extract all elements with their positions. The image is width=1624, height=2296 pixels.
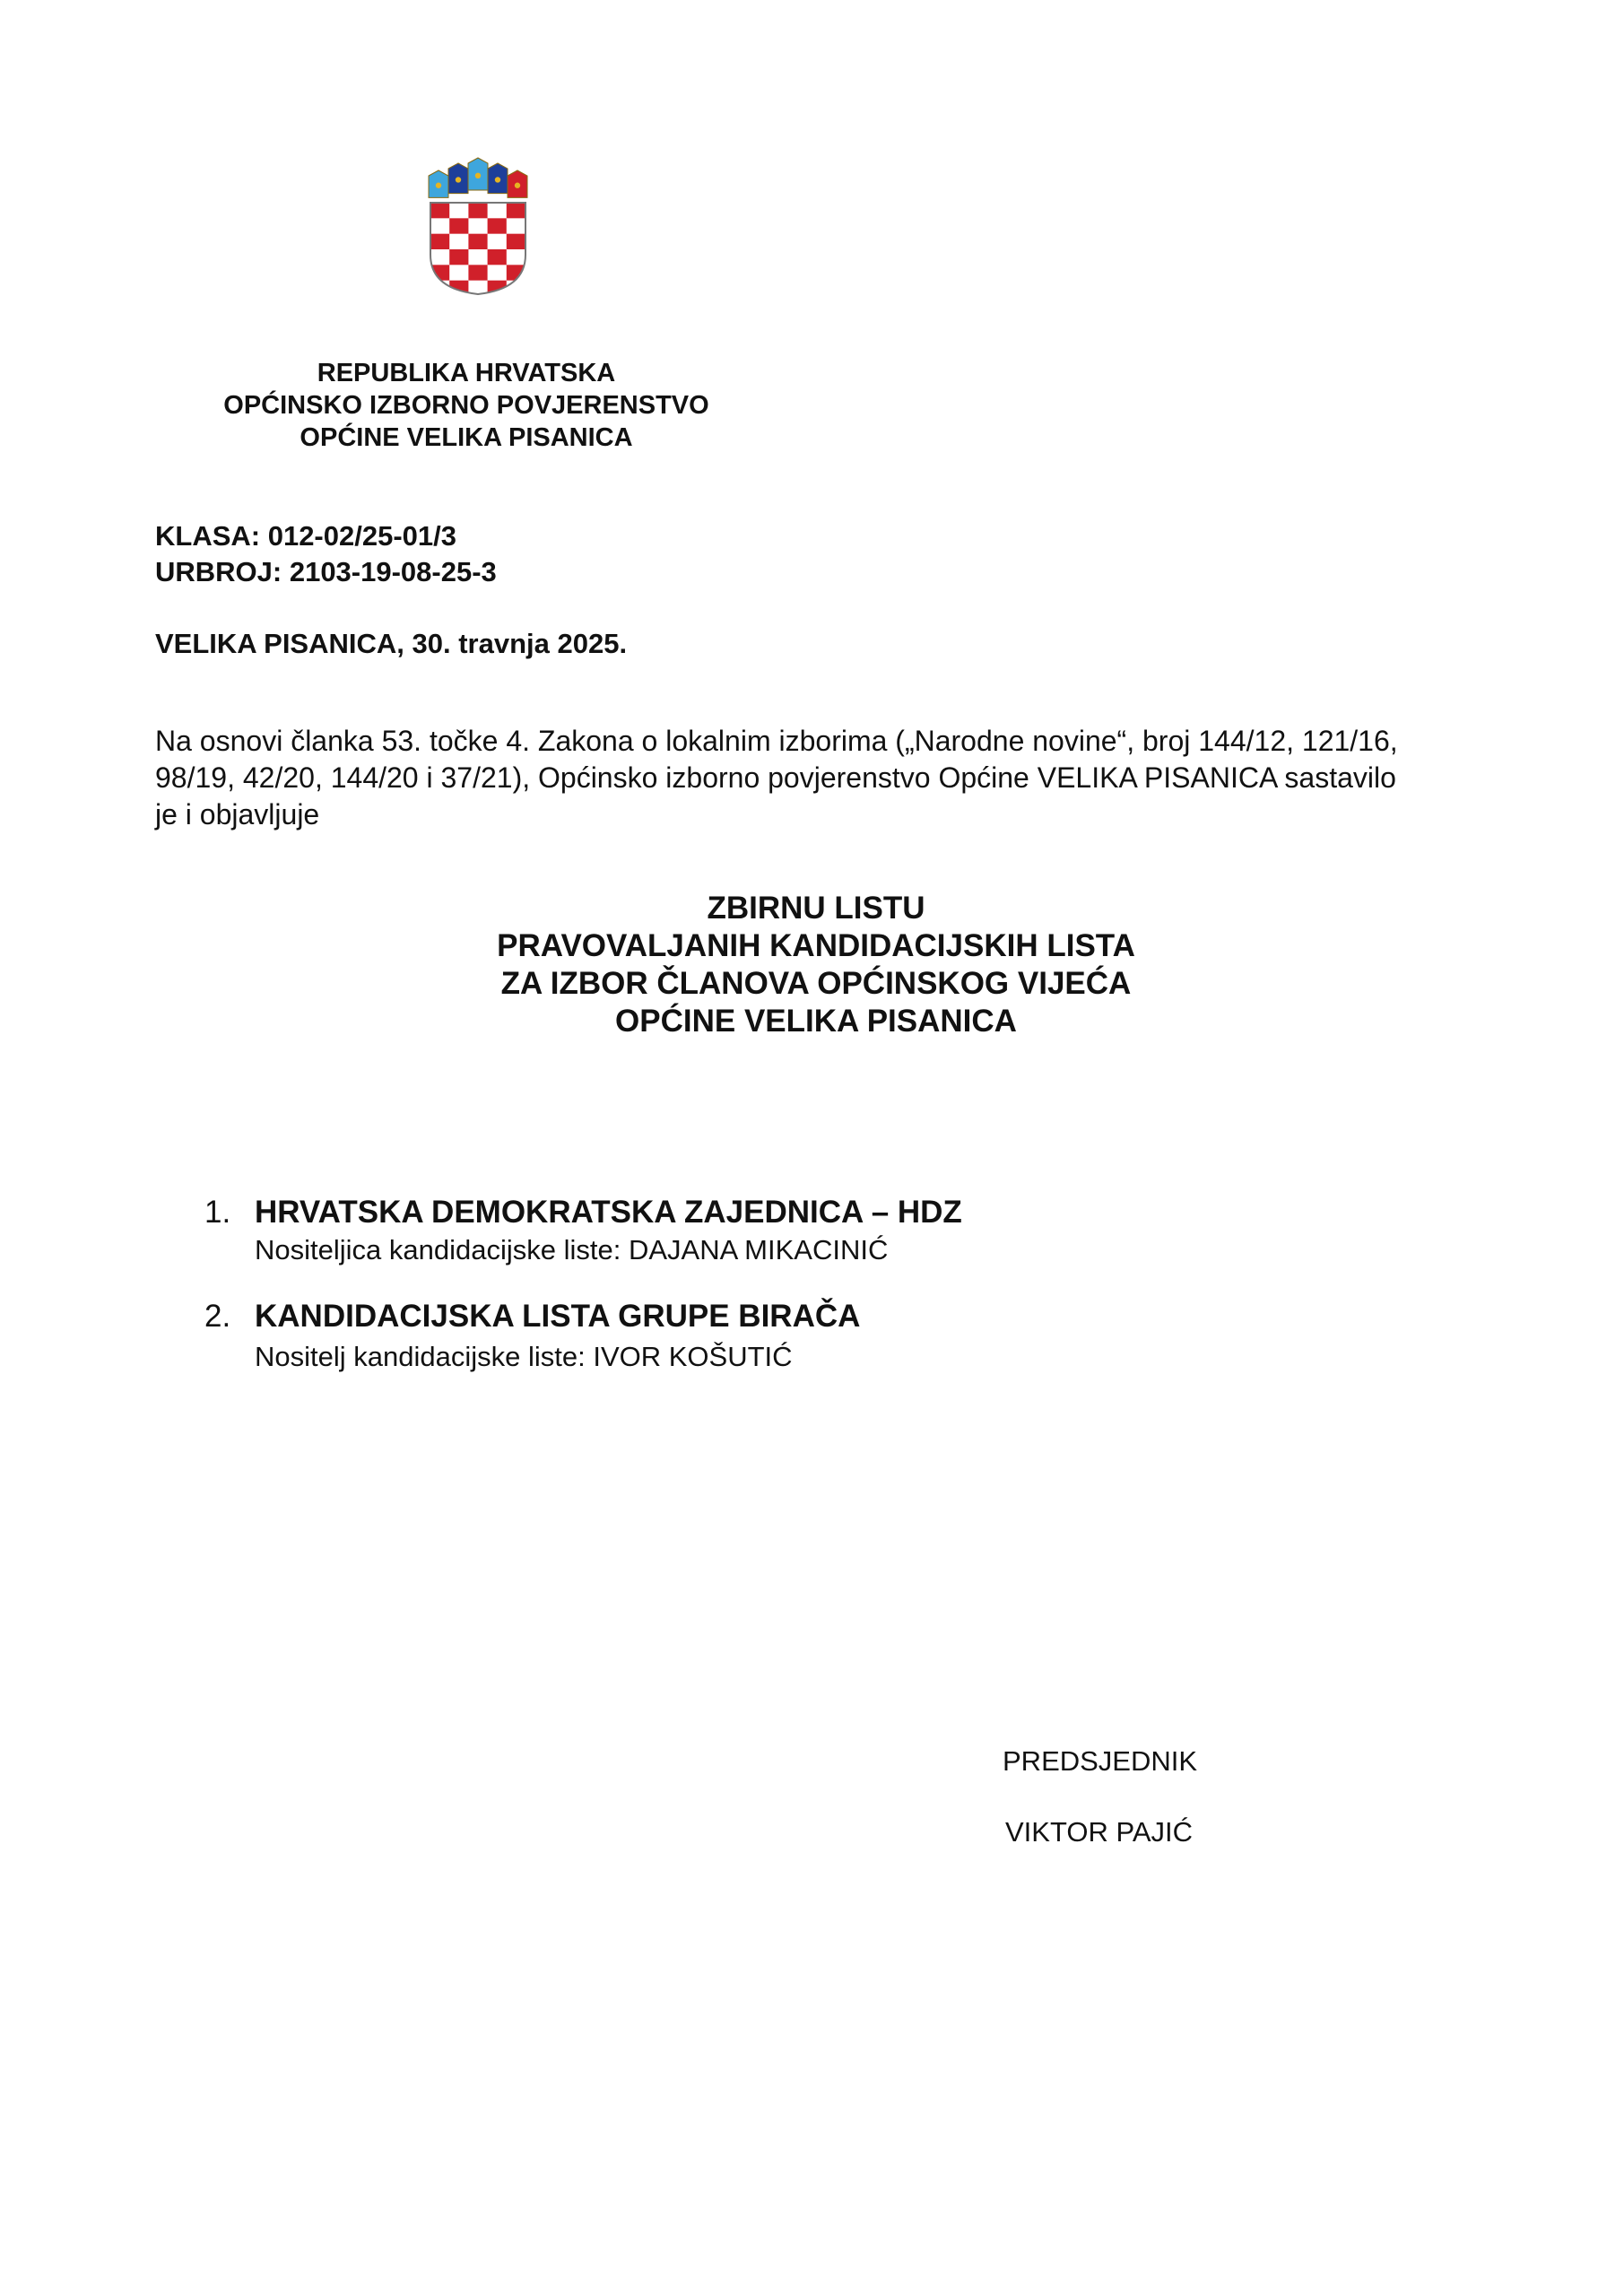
document-title-line-3: ZA IZBOR ČLANOVA OPĆINSKOG VIJEĆA [500,966,1132,1001]
intro-paragraph-line-3: je i objavljuje [155,798,320,831]
crown-icon [429,158,527,197]
urbroj-reference: URBROJ: 2103-19-08-25-3 [155,556,497,587]
header-line-municipality: OPĆINE VELIKA PISANICA [300,423,633,452]
klasa-reference: KLASA: 012-02/25-01/3 [155,520,456,552]
document-title-line-1: ZBIRNU LISTU [707,891,925,926]
checkerboard-shield-icon [430,203,525,296]
document-date: , 30. travnja 2025. [396,628,628,659]
document-title-line-4: OPĆINE VELIKA PISANICA [615,1004,1017,1039]
coat-of-arms-icon [420,154,536,296]
header-line-commission: OPĆINSKO IZBORNO POVJERENSTVO [223,391,709,420]
place-date [155,626,627,661]
document-title-line-2: PRAVOVALJANIH KANDIDACIJSKIH LISTA [497,928,1135,963]
list-item-1-number: 1. [204,1195,231,1230]
signature-name: VIKTOR PAJIĆ [1005,1816,1194,1848]
list-item-1-holder: Nositeljica kandidacijske liste: DAJANA MIKACINIĆ [255,1234,889,1265]
intro-paragraph-line-1: Na osnovi članka 53. točke 4. Zakona o lokalnim izborima („Narodne novine“, broj 144/12, 121/16, [155,725,1398,757]
header-line-republic: REPUBLIKA HRVATSKA [317,359,616,387]
list-item-2-name: KANDIDACIJSKA LISTA GRUPE BIRAČA [255,1299,861,1334]
place-name: VELIKA PISANICA [155,628,397,659]
list-item-1-name: HRVATSKA DEMOKRATSKA ZAJEDNICA – HDZ [255,1195,962,1230]
intro-paragraph-line-2: 98/19, 42/20, 144/20 i 37/21), Općinsko izborno povjerenstvo Općine VELIKA PISANICA sastavilo [155,761,1396,794]
signature-role: PREDSJEDNIK [1003,1745,1198,1777]
list-item-2-number: 2. [204,1299,231,1334]
list-item-2-holder: Nositelj kandidacijske liste: IVOR KOŠUTIĆ [255,1341,793,1372]
